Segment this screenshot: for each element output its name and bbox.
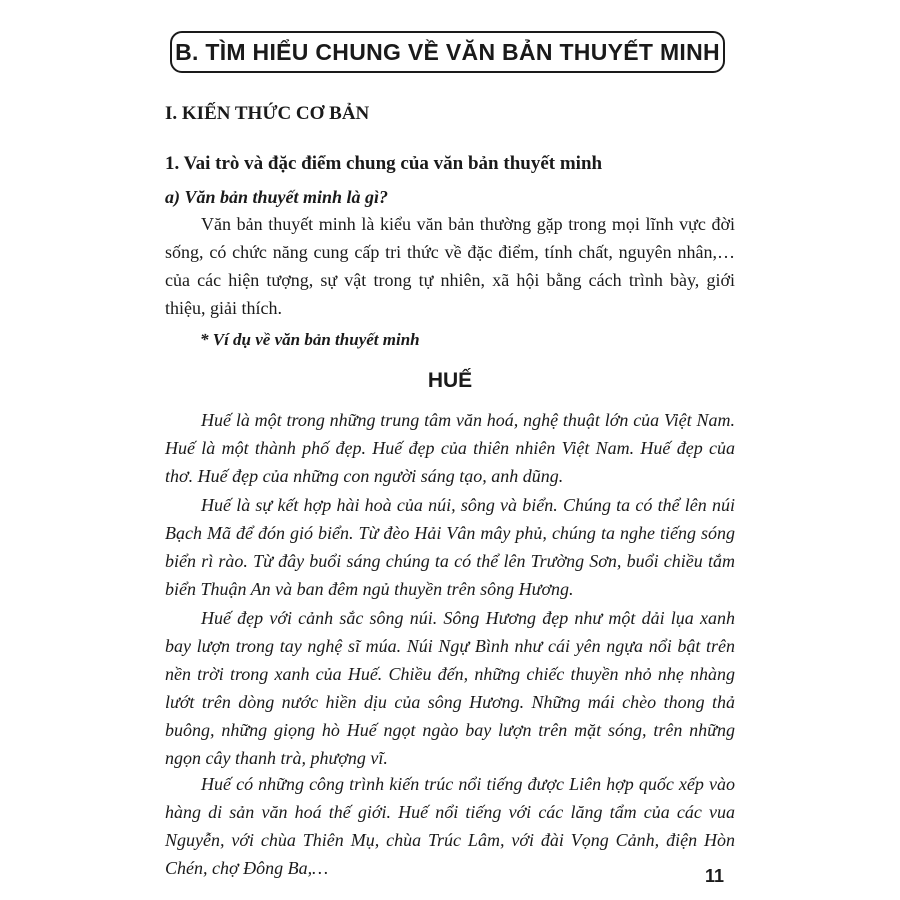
article-paragraph: Huế đẹp với cảnh sắc sông núi. Sông Hương đẹp như một dải lụa xanh bay lượn trong tay nghệ sĩ múa. Núi Ngự Bình như cái yên ngựa nổi bật trên nền trời trong xanh của Huế. Chiều đến, những chiếc thuyền nhỏ nhẹ nhàng lướt trên dòng nước hiền dịu của sông Hương. Những mái chèo thong thả buông, những giọng hò Huế ngọt ngào bay lượn trên mặt sóng, trên những ngọn cây thanh trà, phượng vĩ. [165,608,735,768]
heading-what-is-expository-text: a) Văn bản thuyết minh là gì? [165,187,389,207]
section-title-box [170,31,725,73]
article-paragraph: Huế là một trong những trung tâm văn hoá, nghệ thuật lớn của Việt Nam. Huế là một thành phố đẹp. Huế đẹp của thiên nhiên Việt Nam. Huế đẹp của thơ. Huế đẹp của những con người sáng tạo, anh dũng. [165,410,735,486]
heading-basic-knowledge: I. KIẾN THỨC CƠ BẢN [165,103,370,124]
definition-paragraph: Văn bản thuyết minh là kiểu văn bản thường gặp trong mọi lĩnh vực đời sống, có chức năng cung cấp tri thức về đặc điểm, tính chất, nguyên nhân,… của các hiện tượng, sự vật trong tự nhiên, xã hội bằng cách trình bày, giới thiệu, giải thích. [165,214,735,318]
example-label: * Ví dụ về văn bản thuyết minh [200,330,420,349]
article-paragraph: Huế có những công trình kiến trúc nổi tiếng được Liên hợp quốc xếp vào hàng di sản văn hoá thế giới. Huế nổi tiếng với các lăng tẩm của các vua Nguyễn, với chùa Thiên Mụ, chùa Trúc Lâm, với đài Vọng Cảnh, điện Hòn Chén, chợ Đông Ba,… [165,774,735,878]
article-paragraph: Huế là sự kết hợp hài hoà của núi, sông và biển. Chúng ta có thể lên núi Bạch Mã để đón gió biển. Từ đèo Hải Vân mây phủ, chúng ta nghe tiếng sóng biển rì rào. Từ đây buổi sáng chúng ta có thể lên Trường Sơn, buổi chiều tắm biển Thuận An và ban đêm ngủ thuyền trên sông Hương. [165,495,735,599]
heading-role-and-features: 1. Vai trò và đặc điểm chung của văn bản thuyết minh [165,153,603,174]
section-title: B. TÌM HIỂU CHUNG VỀ VĂN BẢN THUYẾT MINH [175,38,720,65]
article-title: HUẾ [427,369,473,392]
page-number: 11 [705,866,725,886]
